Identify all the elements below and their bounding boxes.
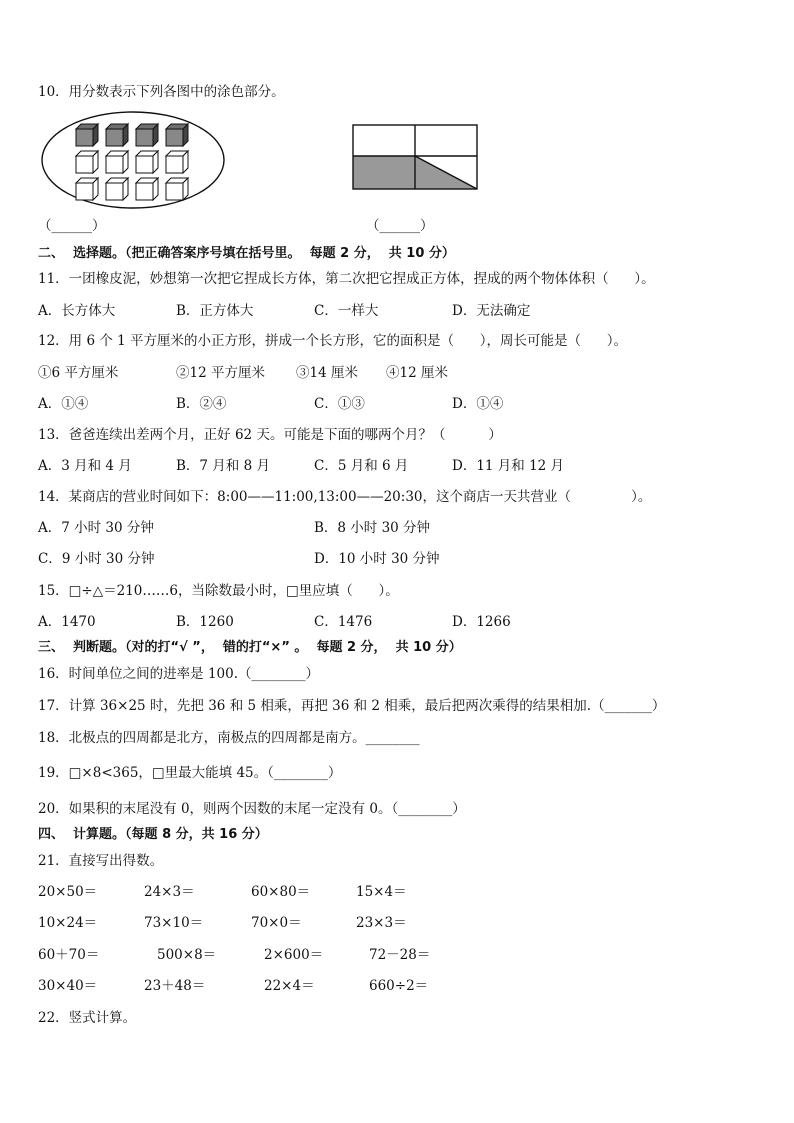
cube-shaded	[76, 124, 98, 146]
section-2-title: 二、 选择题。（把正确答案序号填在括号里。 每题 2 分， 共 10 分）	[38, 246, 455, 261]
q14-option-d[interactable]: D．10 小时 30 分钟	[314, 551, 440, 567]
calc-item: 500×8＝	[157, 947, 217, 963]
question-11: 11．一团橡皮泥，妙想第一次把它捏成长方体，第二次把它捏成正方体，捏成的两个物体体积（ ）。	[38, 271, 655, 287]
q12-option-b[interactable]: B．②④	[176, 396, 227, 412]
q15-option-a[interactable]: A．1470	[38, 614, 96, 630]
q11-option-d[interactable]: D．无法确定	[452, 303, 531, 319]
q12-choice-4: ④12 厘米	[386, 365, 448, 381]
answer-blank-right[interactable]: （______）	[366, 218, 434, 234]
calc-item: 24×3＝	[144, 884, 195, 900]
calc-item: 70×0＝	[251, 915, 302, 931]
question-15: 15．□÷△＝210……6，当除数最小时，□里应填（ ）。	[38, 583, 399, 599]
calc-item: 20×50＝	[38, 884, 98, 900]
calc-item: 23＋48＝	[144, 978, 206, 994]
cube-shaded	[166, 124, 188, 146]
calc-item: 2×600＝	[264, 947, 324, 963]
cube-empty	[166, 178, 188, 200]
cube-empty	[76, 178, 98, 200]
q11-option-c[interactable]: C．一样大	[314, 303, 379, 319]
q15-option-c[interactable]: C．1476	[314, 614, 373, 630]
q12-option-d[interactable]: D．①④	[452, 396, 504, 412]
q13-option-a[interactable]: A．3 月和 4 月	[38, 458, 132, 474]
q14-option-a[interactable]: A．7 小时 30 分钟	[38, 520, 154, 536]
q14-option-c[interactable]: C．9 小时 30 分钟	[38, 551, 155, 567]
q12-choice-1: ①6 平方厘米	[38, 365, 119, 381]
cube-shaded	[106, 124, 128, 146]
calc-item: 72－28＝	[369, 947, 431, 963]
q13-option-b[interactable]: B．7 月和 8 月	[176, 458, 270, 474]
question-13: 13．爸爸连续出差两个月，正好 62 天。可能是下面的哪两个月？（ ）	[38, 427, 502, 443]
calc-item: 660÷2＝	[369, 978, 429, 994]
question-12: 12．用 6 个 1 平方厘米的小正方形，拼成一个长方形，它的面积是（ ），周长可能是（ ）。	[38, 333, 628, 349]
question-14: 14．某商店的营业时间如下：8:00——11:00,13:00——20:30，这个商店一天共营业（ ）。	[38, 489, 652, 505]
question-18: 18．北极点的四周都是北方，南极点的四周都是南方。________	[38, 730, 420, 746]
figure-cubes-oval	[40, 110, 226, 210]
calc-item: 22×4＝	[264, 978, 315, 994]
cube-shaded	[136, 124, 158, 146]
section-4-title: 四、 计算题。（每题 8 分，共 16 分）	[38, 827, 268, 842]
figure-rectangle-shaded	[350, 122, 482, 192]
calc-item: 60×80＝	[251, 884, 311, 900]
cube-empty	[136, 151, 158, 173]
cube-empty	[166, 151, 188, 173]
q12-choice-2: ②12 平方厘米	[176, 365, 265, 381]
q11-option-b[interactable]: B．正方体大	[176, 303, 254, 319]
q15-option-d[interactable]: D．1266	[452, 614, 511, 630]
cube-empty	[106, 151, 128, 173]
question-20: 20．如果积的末尾没有 0，则两个因数的末尾一定没有 0。（________）	[38, 801, 466, 817]
section-3-title: 三、 判断题。（对的打“√ ”， 错的打“×” 。 每题 2 分， 共 10 分）	[38, 640, 462, 655]
q12-option-a[interactable]: A．①④	[38, 396, 89, 412]
calc-item: 73×10＝	[144, 915, 204, 931]
q12-option-c[interactable]: C．①③	[314, 396, 365, 412]
calc-item: 15×4＝	[356, 884, 407, 900]
calc-item: 10×24＝	[38, 915, 98, 931]
calc-item: 23×3＝	[356, 915, 407, 931]
q13-option-d[interactable]: D．11 月和 12 月	[452, 458, 565, 474]
question-21: 21．直接写出得数。	[38, 853, 164, 869]
cube-empty	[76, 151, 98, 173]
question-19: 19．□×8<365，□里最大能填 45。（________）	[38, 765, 342, 781]
q14-option-b[interactable]: B．8 小时 30 分钟	[314, 520, 431, 536]
question-10: 10．用分数表示下列各图中的涂色部分。	[38, 84, 285, 100]
q12-choice-3: ③14 厘米	[296, 365, 358, 381]
answer-blank-left[interactable]: （______）	[38, 218, 106, 234]
cube-empty	[136, 178, 158, 200]
cube-empty	[106, 178, 128, 200]
question-17: 17．计算 36×25 时，先把 36 和 5 相乘，再把 36 和 2 相乘，最后把两次乘得的结果相加.（_______）	[38, 698, 666, 714]
q13-option-c[interactable]: C．5 月和 6 月	[314, 458, 409, 474]
calc-item: 60＋70＝	[38, 947, 100, 963]
question-16: 16．时间单位之间的进率是 100.（________）	[38, 666, 320, 682]
question-22: 22．竖式计算。	[38, 1010, 137, 1026]
calc-item: 30×40＝	[38, 978, 98, 994]
q11-option-a[interactable]: A．长方体大	[38, 303, 116, 319]
q15-option-b[interactable]: B．1260	[176, 614, 234, 630]
